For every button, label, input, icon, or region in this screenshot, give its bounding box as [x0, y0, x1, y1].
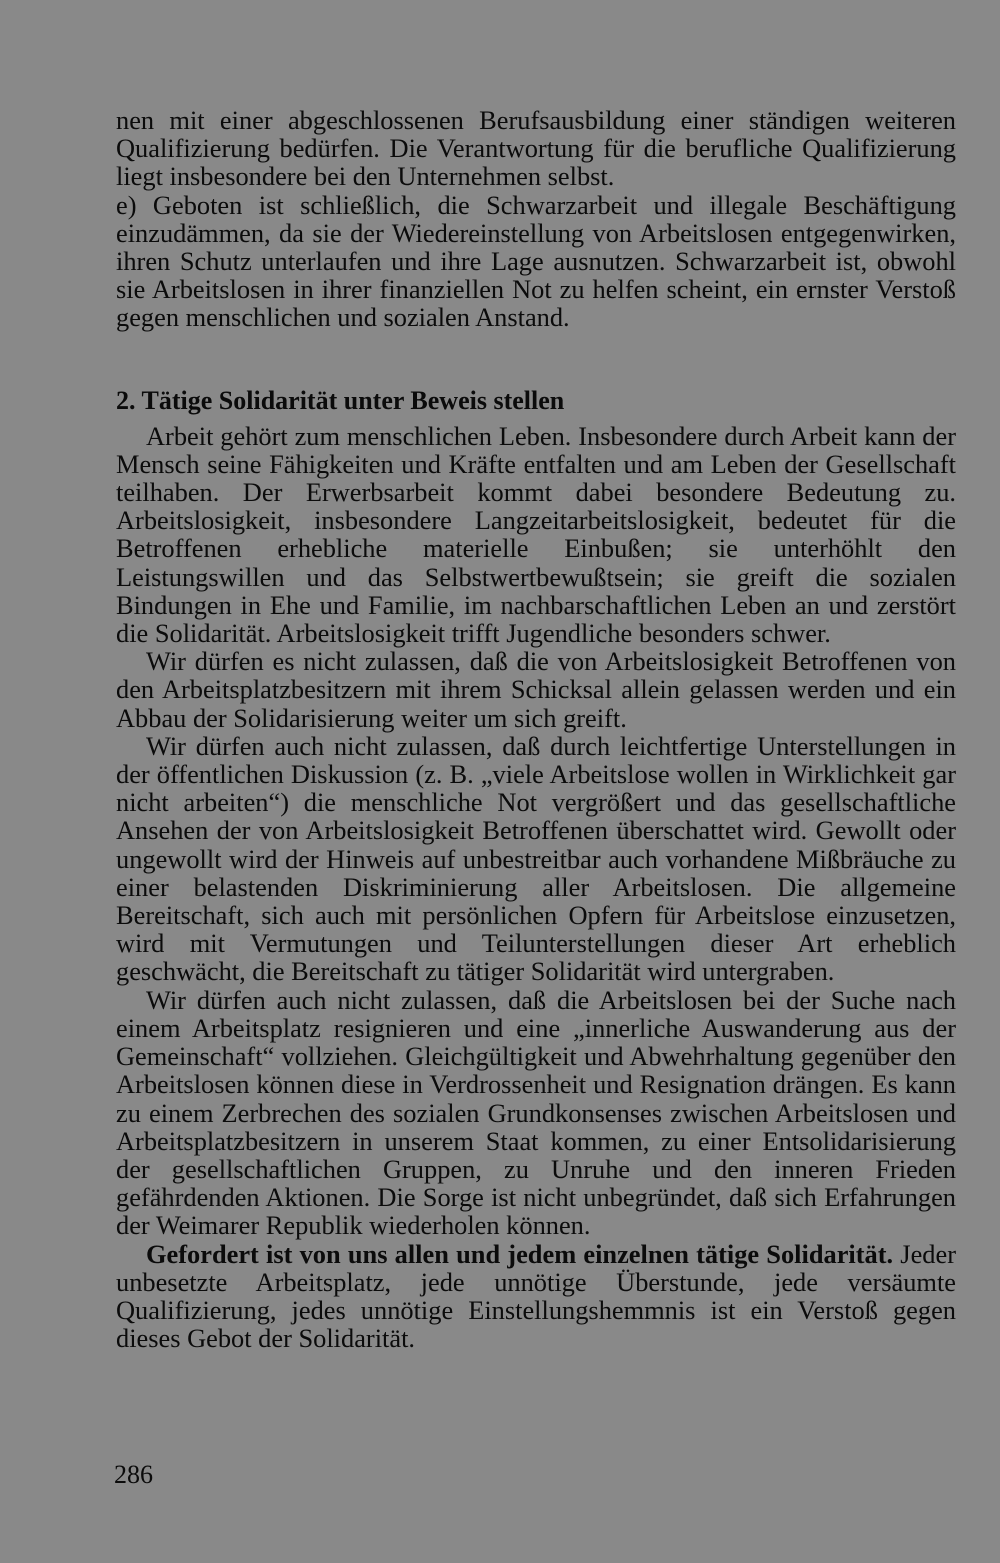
page-number: 286 — [114, 1460, 153, 1489]
emphasis-text: Gefordert ist von uns allen und jedem einzelnen tätige Solidarität. — [146, 1238, 894, 1269]
section-paragraph-2: Wir dürfen es nicht zulassen, daß die von Arbeitslosigkeit Betroffenen von den Arbeitsplatzbesitzern mit ihrem Schicksal allein gelassen werden und ein Abbau der Solidarisierung weiter um sich greift. — [116, 646, 956, 733]
section-paragraph-3: Wir dürfen auch nicht zulassen, daß durch leichtfertige Unterstellungen in der öffentlichen Diskussion (z. B. „viele Arbeitslose wollen in Wirklichkeit gar nicht arbeiten“) die menschliche Not vergrößert und das gesellschaftliche Ansehen der von Arbeitslosigkeit Betroffenen überschattet wird. Gewollt oder ungewollt wird der Hinweis auf unbestreitbar auch vorhandene Mißbräuche zu einer belastenden Diskriminierung aller Arbeitslosen. Die allgemeine Bereitschaft, sich auch mit persönlichen Opfern für Arbeitslose einzusetzen, wird mit Vermutungen und Teilunterstellungen dieser Art erheblich geschwächt, die Bereitschaft zu tätiger Solidarität wird untergraben. — [116, 730, 956, 987]
intro-paragraph-continuation: nen mit einer abgeschlossenen Berufsausbildung einer ständigen weiteren Qualifizierung bedürfen. Die Verantwortung für die berufliche Qualifizierung liegt insbesondere bei den Unternehmen selbst. — [116, 105, 956, 192]
intro-paragraph-e: e) Geboten ist schließlich, die Schwarzarbeit und illegale Beschäftigung einzudämmen, da sie der Wiedereinstellung von Arbeitslosen entgegenwirken, ihren Schutz unterlaufen und ihre Lage ausnutzen. Schwarzarbeit ist, obwohl sie Arbeitslosen in ihrer finanziellen Not zu helfen scheint, ein ernster Verstoß gegen menschlichen und sozialen Anstand. — [116, 189, 956, 333]
section-paragraph-5 — [116, 1240, 956, 1353]
paragraph-text: Jeder unbesetzte Arbeitsplatz, jede unnötige Überstunde, jede versäumte Qualifizierung, jedes unnötige Einstellungshemmnis ist ein Verstoß gegen dieses Gebot der Solidarität. — [116, 1238, 956, 1354]
page-body — [116, 106, 956, 1352]
section-paragraph-4: Wir dürfen auch nicht zulassen, daß die Arbeitslosen bei der Suche nach einem Arbeitsplatz resignieren und eine „innerliche Auswanderung aus der Gemeinschaft“ vollziehen. Gleichgültigkeit und Abwehrhaltung gegenüber den Arbeitslosen können diese in Verdrossenheit und Resignation drängen. Es kann zu einem Zerbrechen des sozialen Grundkonsenses zwischen Arbeitslosen und Arbeitsplatzbesitzern in unserem Staat kommen, zu einer Entsolidarisierung der gesellschaftlichen Gruppen, zu Unruhe und den inneren Frieden gefährdenden Aktionen. Die Sorge ist nicht unbegründet, daß sich Erfahrungen der Weimarer Republik wiederholen können. — [116, 984, 956, 1241]
section-paragraph-1: Arbeit gehört zum menschlichen Leben. Insbesondere durch Arbeit kann der Mensch seine Fähigkeiten und Kräfte entfalten und am Leben der Gesellschaft teilhaben. Der Erwerbsarbeit kommt dabei besondere Bedeutung zu. Arbeitslosigkeit, insbesondere Langzeitarbeitslosigkeit, bedeutet für die Betroffenen erhebliche materielle Einbußen; sie unterhöhlt den Leistungswillen und das Selbstwertbewußtsein; sie greift die sozialen Bindungen in Ehe und Familie, im nachbarschaftlichen Leben an und zerstört die Solidarität. Arbeitslosigkeit trifft Jugendliche besonders schwer. — [116, 420, 956, 649]
section-heading: 2. Tätige Solidarität unter Beweis stellen — [116, 385, 565, 415]
